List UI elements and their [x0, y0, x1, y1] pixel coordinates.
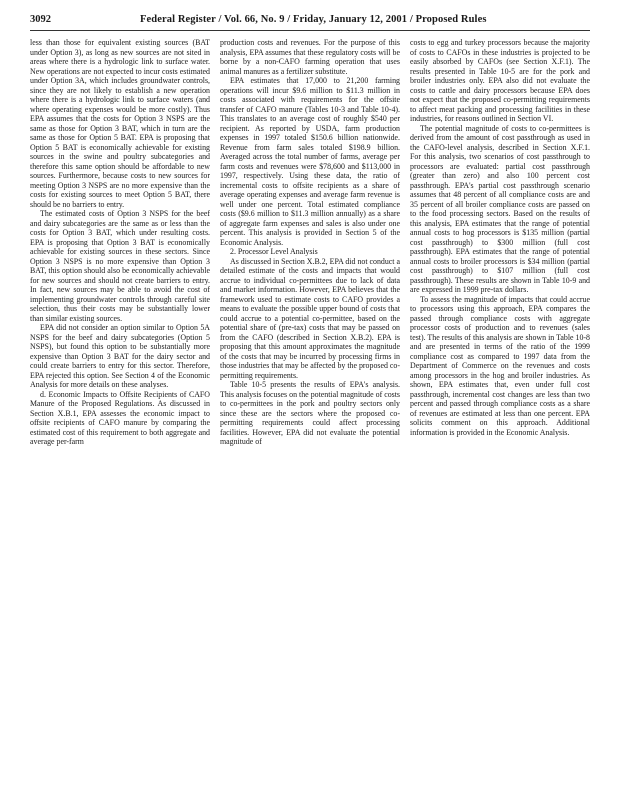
text-column-3: [410, 38, 590, 790]
paragraph: costs to egg and turkey processors because the majority of costs to CAFOs in these industries is projected to be easily absorbed by CAFOs (see Section X.F.1). The results presented in Table 10-5 are for the pork and broiler industries only. EPA also did not evaluate the costs to cattle and dairy processors because EPA does not expect that the proposed co-permitting requirements to affect meat packing and processing facilities in these industries, for reasons outlined in Section VI.: [410, 38, 590, 123]
paragraph: production costs and revenues. For the purpose of this analysis, EPA assumes that these regulatory costs will be borne by a non-CAFO farming operation that uses animal manures as a fertilizer substitute.: [220, 38, 400, 76]
paragraph: EPA did not consider an option similar to Option 5A NSPS for the beef and dairy subcategories (Option 5 NSPS), but found this option to be substantially more expensive than Option 3 BAT for the dairy sector and could create barriers to entry for this sector. Therefore, EPA rejected this option. See Section 4 of the Economic Analysis for more details on these analyses.: [30, 323, 210, 389]
header-rule: [30, 30, 590, 31]
paragraph: To assess the magnitude of impacts that could accrue to processors using this approach, EPA compares the passed through compliance costs with aggregate processor costs of production and to revenues (sales test). The results of this analysis are shown in Table 10-8 and are presented in terms of the ratio of the 1999 compliance cost as compared to 1997 data from the Department of Commerce on the revenues and costs among processors in the hog and broiler industries. As shown, EPA estimates that, even under full cost passthrough, incremental cost changes are less than two percent and passed through compliance costs as a share of revenues are estimated at less than one percent. EPA solicits comment on this approach. Additional information is provided in the Economic Analysis.: [410, 294, 590, 437]
paragraph: The potential magnitude of costs to co-permittees is derived from the amount of cost passthrough as used in the CAFO-level analysis, described in Section X.F.1. For this analysis, two scenarios of cost passthrough to processors are evaluated: partial cost passthrough (greater than zero) and also 100 percent cost passthrough. EPA's partial cost passthrough scenario assumes that 48 percent of all compliance costs are and 35 percent of all broiler compliance costs are passed on to the food processing sectors. Based on the results of this analysis, EPA estimates that the range of potential annual costs to hog processors is $135 million (partial cost passthrough) to $300 million (full cost passthrough). EPA estimates that the range of potential annual costs to broiler processors is $34 million (partial cost passthrough) to $107 million (full cost passthrough). These results are shown in Table 10-9 and are expressed in 1999 pre-tax dollars.: [410, 123, 590, 294]
paragraph: d. Economic Impacts to Offsite Recipients of CAFO Manure of the Proposed Regulations. As discussed in Section X.B.1, EPA assesses the economic impact to offsite recipients of CAFO manure by comparing the estimated cost of this requirement to both aggregate and average per-farm: [30, 389, 210, 446]
paragraph: Table 10-5 presents the results of EPA's analysis. This analysis focuses on the potential magnitude of costs to co-permittees in the pork and poultry sectors only since these are the sectors where the proposed co-permitting requirements could affect processing facilities. However, EPA did not evaluate the potential magnitude of: [220, 380, 400, 446]
text-column-2: [220, 38, 400, 790]
paragraph: As discussed in Section X.B.2, EPA did not conduct a detailed estimate of the costs and impacts that would accrue to individual co-permittees due to lack of data and market information. However, EPA believes that the framework used to estimate costs to CAFO provides a means to evaluate the possible upper bound of costs that could accrue to a potential co-permittee, based on the potential share of (pre-tax) costs that may be passed on from the CAFO (described in Section X.B.2). EPA is proposing that this amount approximates the magnitude of the costs that may be incurred by processing firms in those industries that may be affected by the proposed co-permitting requirements.: [220, 256, 400, 380]
page-number: 3092: [30, 14, 51, 25]
paragraph: less than those for equivalent existing sources (BAT under Option 3), as long as new sources are not sited in areas where there is a hydrologic link to surface water. New operations are not expected to incur costs estimated under Option 3A, which includes groundwater controls, since they are not likely to establish a new operation where there is a hydrologic link to surface waters (and where operating expenses would be more costly). Thus EPA assumes that the costs for Option 3 NSPS are the same as those for Option 3 BAT, which in turn are the same as those for Option 5 BAT. EPA is proposing that Option 5 BAT is economically achievable for existing sources in the swine and poultry subcategories and therefore this same option should be affordable to new sources. Furthermore, because costs to new sources for meeting Option 3 NSPS are no more expensive than the costs for existing sources to meet Option 5 BAT, there should be no barriers to entry.: [30, 38, 210, 209]
paragraph: EPA estimates that 17,000 to 21,200 farming operations will incur $9.6 million to $11.3 million in costs associated with requirements for the offsite transfer of CAFO manure (Tables 10-3 and Table 10-4). This translates to an average cost of roughly $540 per recipient. As reported by USDA, farm production expenses in 1997 totaled $150.6 billion nationwide. Revenue from farm sales totaled $198.9 billion. Averaged across the total number of farms, average per farm costs and revenues were $78,600 and $113,000 in 1997, respectively. Using these data, the ratio of incremental costs to offsite recipients as a share of average operating expenses and average farm revenue is well under one percent. Total estimated compliance costs ($9.6 million to $11.3 million annually) as a share of aggregate farm expenses and sales is also under one percent. This analysis is provided in Section 5 of the Economic Analysis.: [220, 76, 400, 247]
section-heading: 2. Processor Level Analysis: [230, 247, 318, 256]
page-header: [30, 14, 590, 28]
running-title: Federal Register / Vol. 66, No. 9 / Friday, January 12, 2001 / Proposed Rules: [140, 14, 487, 25]
text-column-1: [30, 38, 210, 790]
paragraph: The estimated costs of Option 3 NSPS for the beef and dairy subcategories are the same as or less than the costs for Option 3 BAT, which under resulting costs. EPA is proposing that Option 3 BAT is economically achievable for existing sources in these sectors. Since Option 3 NSPS is no more expensive than Option 3 BAT, this option should also be economically achievable for new sources and should not create barriers to entry. In fact, new sources may be able to avoid the cost of implementing groundwater controls through careful site selection, thus their costs may be substantially lower than similar existing sources.: [30, 209, 210, 323]
